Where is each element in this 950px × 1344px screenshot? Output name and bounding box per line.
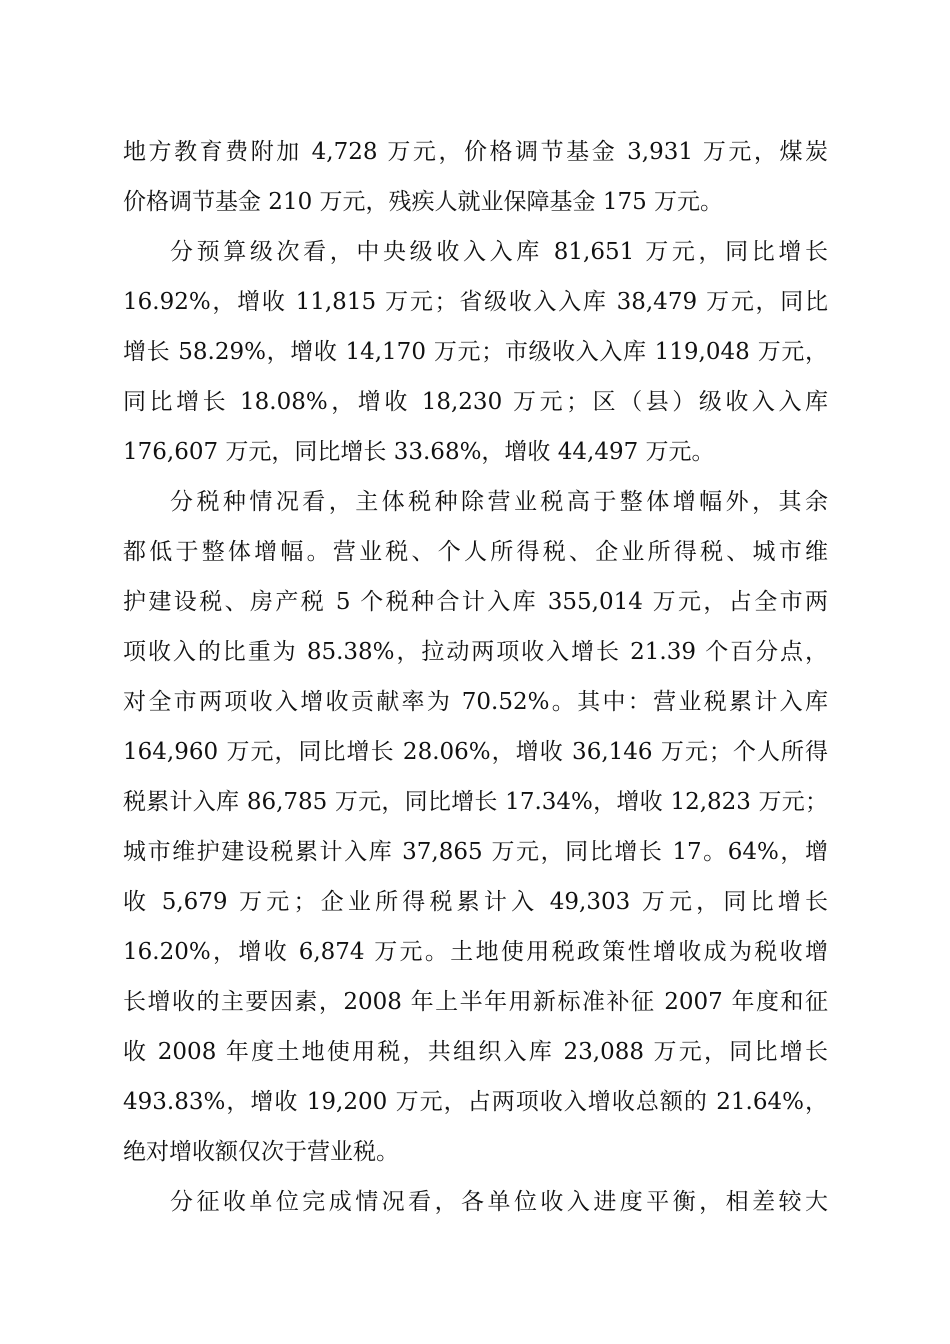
text-line-7: 176,607 万元，同比增长 33.68%，增收 44,497 万元。 [123, 439, 715, 465]
text-line-10: 护建设税、房产税 5 个税种合计入库 355,014 万元，占全市两 [123, 589, 828, 615]
text-line-9: 都低于整体增幅。营业税、个人所得税、企业所得税、城市维 [123, 539, 828, 565]
text-line-18: 长增收的主要因素，2008 年上半年用新标准补征 2007 年度和征 [123, 989, 828, 1015]
text-line-17: 16.20%，增收 6,874 万元。土地使用税政策性增收成为税收增 [123, 939, 828, 965]
text-line-12: 对全市两项收入增收贡献率为 70.52%。其中：营业税累计入库 [123, 689, 828, 715]
text-line-2: 价格调节基金 210 万元，残疾人就业保障基金 175 万元。 [123, 189, 724, 215]
text-line-4: 16.92%，增收 11,815 万元；省级收入入库 38,479 万元，同比 [123, 289, 828, 315]
text-line-3: 分预算级次看，中央级收入入库 81,651 万元，同比增长 [170, 239, 828, 265]
text-line-5: 增长 58.29%，增收 14,170 万元；市级收入入库 119,048 万元， [123, 339, 828, 365]
text-line-13: 164,960 万元，同比增长 28.06%，增收 36,146 万元；个人所得 [123, 739, 828, 765]
text-line-8: 分税种情况看，主体税种除营业税高于整体增幅外，其余 [170, 489, 828, 515]
text-line-11: 项收入的比重为 85.38%，拉动两项收入增长 21.39 个百分点， [123, 639, 828, 665]
text-line-14: 税累计入库 86,785 万元，同比增长 17.34%，增收 12,823 万元； [123, 789, 828, 815]
text-line-19: 收 2008 年度土地使用税，共组织入库 23,088 万元，同比增长 [123, 1039, 828, 1065]
text-line-15: 城市维护建设税累计入库 37,865 万元，同比增长 17。64%，增 [123, 839, 828, 865]
text-line-16: 收 5,679 万元；企业所得税累计入 49,303 万元，同比增长 [123, 889, 828, 915]
text-line-22: 分征收单位完成情况看，各单位收入进度平衡，相差较大 [170, 1189, 828, 1215]
text-line-6: 同比增长 18.08%，增收 18,230 万元；区（县）级收入入库 [123, 389, 828, 415]
text-line-21: 绝对增收额仅次于营业税。 [123, 1139, 399, 1165]
text-line-1: 地方教育费附加 4,728 万元，价格调节基金 3,931 万元，煤炭 [123, 139, 828, 165]
text-line-20: 493.83%，增收 19,200 万元，占两项收入增收总额的 21.64%， [123, 1089, 828, 1115]
